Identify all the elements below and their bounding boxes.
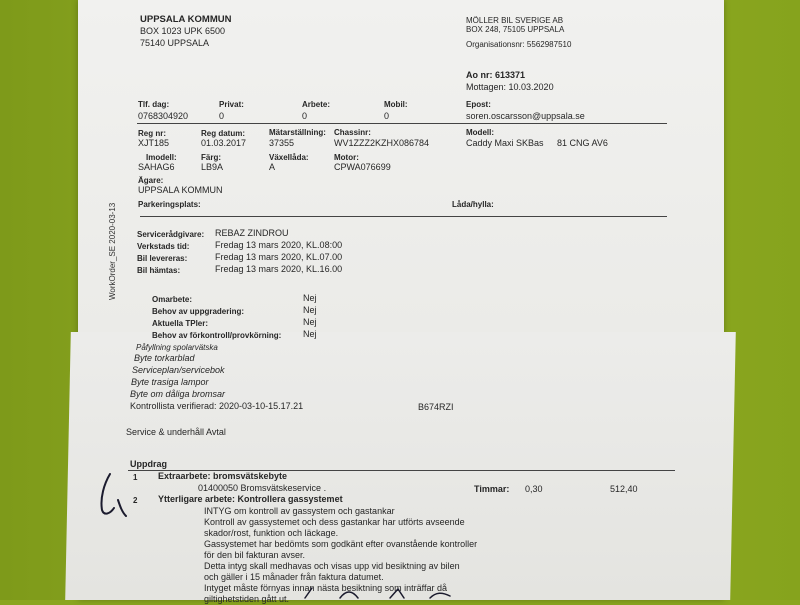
customer-name: UPPSALA KOMMUN (140, 14, 232, 25)
submodel-label: Imodell: (146, 153, 177, 162)
hours-value: 0,30 (525, 484, 543, 494)
task-detail-line: skador/rost, funktion och läckage. (204, 528, 339, 538)
pickup-value: Fredag 13 mars 2020, KL.16.00 (215, 264, 343, 274)
submodel-value: SAHAG6 (138, 162, 175, 172)
work-label: Arbete: (302, 100, 331, 109)
task-detail-line: INTYG om kontroll av gassystem och gastankar (204, 506, 395, 516)
checklist-verified: Kontrollista verifierad: 2020-03-10-15.17.21 (130, 401, 304, 411)
checklist-item: Serviceplan/servicebok (132, 365, 225, 375)
deliver-value: Fredag 13 mars 2020, KL.07.00 (215, 252, 343, 262)
task-detail-line: Detta intyg skall medhavas och visas upp vid besiktning av bilen (204, 561, 460, 571)
mobile-value: 0 (384, 111, 390, 121)
model-value: Caddy Maxi SKBas (466, 138, 544, 148)
handwritten-mark-icon (92, 470, 132, 520)
task-detail-line: och gäller i 15 månader från faktura datumet. (204, 572, 384, 582)
email-value: soren.oscarsson@uppsala.se (466, 111, 585, 121)
email-label: Epost: (466, 100, 491, 109)
checklist-item: Byte torkarblad (134, 353, 195, 363)
check-value: Nej (303, 317, 317, 327)
owner-value: UPPSALA KOMMUN (138, 185, 223, 195)
private-value: 0 (219, 111, 225, 121)
checklist-item: Byte om dåliga bromsar (130, 389, 226, 399)
customer-box: BOX 1023 UPK 6500 (140, 26, 226, 36)
odometer-value: 37355 (269, 138, 295, 148)
divider (140, 216, 667, 217)
task-detail-line: Kontroll av gassystemet och dess gastankar har utförts avseende (204, 517, 465, 527)
check-label: Omarbete: (152, 295, 193, 304)
check-label: Aktuella TPler: (152, 319, 209, 328)
dealer-address: BOX 248, 75105 UPPSALA (466, 25, 565, 34)
checklist-item: Påfyllning spolarvätska (136, 343, 218, 352)
private-label: Privat: (219, 100, 244, 109)
task-detail-line: Gassystemet har bedömts som godkänt efter ovanstående kontroller (204, 539, 478, 549)
check-label: Behov av förkontroll/provkörning: (152, 331, 282, 340)
order-received: Mottagen: 10.03.2020 (466, 82, 554, 92)
regdate-value: 01.03.2017 (201, 138, 247, 148)
mobile-label: Mobil: (384, 100, 408, 109)
work-value: 0 (302, 111, 308, 121)
dealer-orgnr: Organisationsnr: 5562987510 (466, 40, 572, 49)
reg-label: Reg nr: (138, 129, 166, 138)
task-number: 1 (133, 473, 138, 482)
odometer-label: Mätarställning: (269, 128, 326, 137)
model-label: Modell: (466, 128, 494, 137)
gear-label: Växellåda: (269, 153, 309, 162)
order-number: Ao nr: 613371 (466, 70, 526, 80)
task-detail-line: för den bil fakturan avser. (204, 550, 306, 560)
workshop-label: Verkstads tid: (137, 242, 190, 251)
engine-label: Motor: (334, 153, 359, 162)
dealer-name: MÖLLER BIL SVERIGE AB (466, 16, 564, 25)
uppdrag-heading: Uppdrag (130, 459, 167, 469)
tel-day-value: 0768304920 (138, 111, 189, 121)
service-agreement: Service & underhåll Avtal (126, 427, 226, 437)
deliver-label: Bil levereras: (137, 254, 188, 263)
owner-label: Ägare: (138, 176, 164, 185)
check-label: Behov av uppgradering: (152, 307, 245, 316)
engine-value: CPWA076699 (334, 162, 391, 172)
check-value: Nej (303, 305, 317, 315)
task-detail-line: giltighetstiden gått ut. (204, 594, 290, 604)
checklist-item: Byte trasiga lampor (131, 377, 209, 387)
side-label: WorkOrder_SE 2020-03-13 (108, 202, 117, 300)
chassis-value: WV1ZZZ2KZHX086784 (334, 138, 430, 148)
regdate-label: Reg datum: (201, 129, 245, 138)
workshop-value: Fredag 13 mars 2020, KL.08:00 (215, 240, 343, 250)
price-value: 512,40 (610, 484, 638, 494)
parking-label: Parkeringsplats: (138, 200, 201, 209)
task-title: Extraarbete: bromsvätskebyte (158, 471, 288, 481)
customer-city: 75140 UPPSALA (140, 38, 210, 48)
task-line: 01400050 Bromsvätskeservice . (198, 483, 327, 493)
tel-day-label: Tlf. dag: (138, 100, 170, 109)
hours-label: Timmar: (474, 484, 510, 494)
check-value: Nej (303, 293, 317, 303)
divider (137, 123, 667, 124)
gear-value: A (269, 162, 276, 172)
color-label: Färg: (201, 153, 221, 162)
check-value: Nej (303, 329, 317, 339)
chassis-label: Chassinr: (334, 128, 371, 137)
box-shelf-label: Låda/hylla: (452, 200, 494, 209)
task-number: 2 (133, 496, 138, 505)
pickup-label: Bil hämtas: (137, 266, 181, 275)
advisor-label: Servicerådgivare: (137, 230, 205, 239)
color-value: LB9A (201, 162, 224, 172)
task-detail-line: Intyget måste förnyas innan nästa besiktning som inträffar då (204, 583, 447, 593)
model-extra: 81 CNG AV6 (557, 138, 608, 148)
advisor-value: REBAZ ZINDROU (215, 228, 289, 238)
reg-value: XJT185 (138, 138, 170, 148)
task-title: Ytterligare arbete: Kontrollera gassystemet (158, 494, 343, 504)
handwritten-scribble-icon (300, 586, 460, 600)
verified-code: B674RZI (418, 402, 454, 412)
